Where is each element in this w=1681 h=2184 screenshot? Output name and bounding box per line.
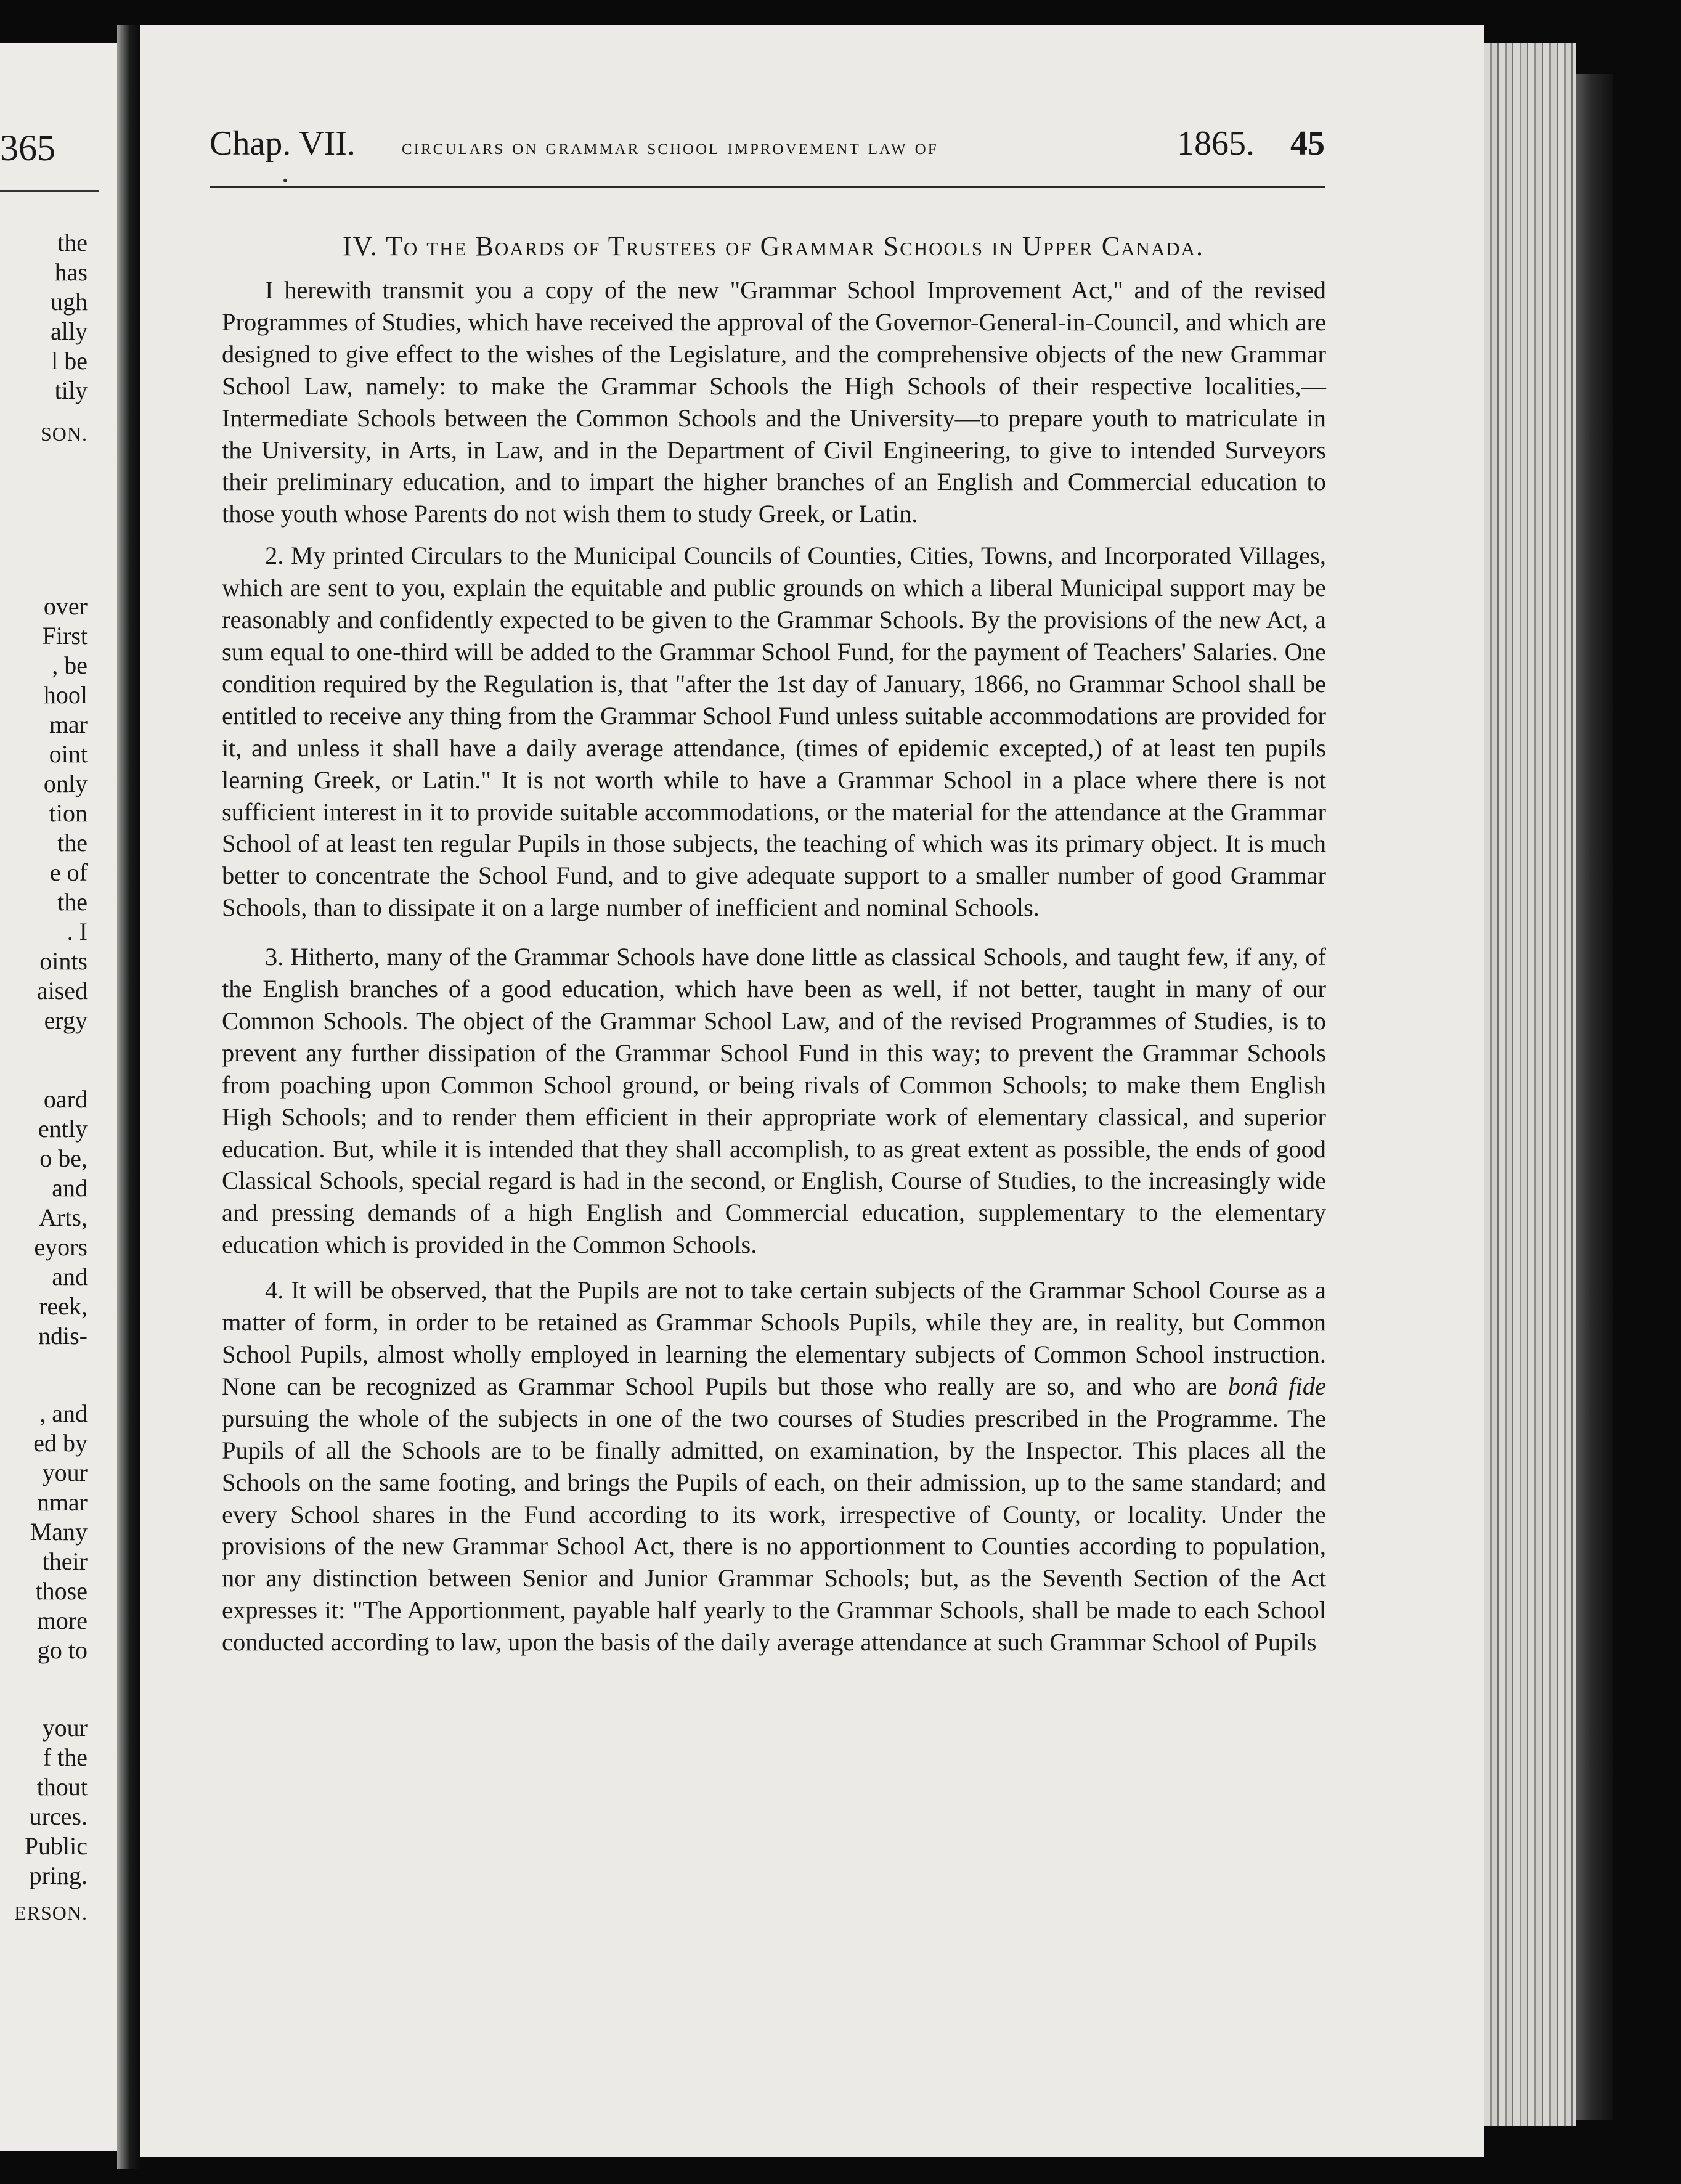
facing-page-line: . I <box>67 918 88 945</box>
facing-page-line: reek, <box>39 1292 88 1320</box>
paragraph-4-italic: bonâ fide <box>1227 1372 1326 1400</box>
facing-page-line: eyors <box>34 1233 88 1261</box>
facing-page-line: and <box>52 1174 88 1202</box>
facing-page-line: hool <box>43 681 88 709</box>
facing-page-line: mar <box>49 711 88 738</box>
facing-page-line: has <box>54 258 88 286</box>
facing-page-line: Arts, <box>39 1204 88 1231</box>
facing-page-line: the <box>57 888 88 916</box>
paragraph-4 <box>222 1274 1326 1658</box>
facing-page-line: Many <box>30 1518 88 1546</box>
facing-page-line: , be <box>52 651 88 679</box>
book-gutter <box>117 25 140 2169</box>
facing-page-line: ally <box>51 317 88 345</box>
paragraph-1: I herewith transmit you a copy of the new "Grammar School Improvement Act," and of the revised Programmes of Studies, which have received the approval of the Governor-General-in-Council, and which are designed to give effect to the wishes of the Legislature, and the comprehensive objects of the new Grammar School Law, namely: to make the Grammar Schools the High Schools of their respective localities,—Intermediate Schools between the Common Schools and the University—to prepare youth to matriculate in the University, in Arts, in Law, and in the Department of Civil Engineering, to give to intended Surveyors their preliminary education, and to impart the higher branches of an English and Commercial education to those youth whose Parents do not wish them to study Greek, or Latin. <box>222 276 1326 528</box>
facing-page-line: ugh <box>51 288 88 316</box>
page-edges <box>1484 43 1576 2126</box>
facing-page-line: ergy <box>44 1006 88 1034</box>
facing-page-line: the <box>57 229 88 256</box>
facing-page-line: f the <box>43 1743 88 1771</box>
facing-page-line: , and <box>39 1400 88 1427</box>
chapter-label: Chap. VII. <box>210 124 356 163</box>
facing-page-line: those <box>35 1577 88 1605</box>
facing-page-line: their <box>42 1547 88 1575</box>
running-title: circulars on grammar school improvement law of <box>402 134 938 159</box>
facing-page-rule <box>0 190 99 192</box>
facing-page-line: urces. <box>29 1803 88 1830</box>
facing-page-line: aised <box>36 977 88 1004</box>
running-title-year: 1865. <box>1177 124 1255 163</box>
facing-page-line: tion <box>49 799 88 827</box>
facing-page-line: more <box>36 1607 88 1634</box>
facing-page-line: ently <box>38 1115 88 1143</box>
facing-page-line: ed by <box>33 1429 88 1457</box>
facing-page-line: tily <box>54 377 88 404</box>
facing-page-line: nmar <box>36 1488 88 1516</box>
facing-page-header: 365 <box>0 128 55 168</box>
body-text <box>222 274 1326 1667</box>
facing-page-line: your <box>42 1714 88 1742</box>
print-speck <box>283 179 287 182</box>
facing-page-line: and <box>52 1263 88 1290</box>
facing-page-fragment <box>0 43 117 2151</box>
paragraph-4-part-1: 4. It will be observed, that the Pupils are not to take certain subjects of the Grammar School Course as a matter of form, in order to be retained as Grammar Schools Pupils, while they are, in reality, but Common School Pupils, almost wholly employed in learning the elementary subjects of Common School instruction. None can be recognized as Grammar School Pupils but those who really are so, and who are <box>222 1276 1326 1400</box>
section-title: IV. To the Boards of Trustees of Grammar Schools in Upper Canada. <box>343 231 1204 261</box>
facing-page-line: o be, <box>39 1144 88 1172</box>
facing-page-line: go to <box>37 1636 88 1664</box>
facing-page-line: ERSON. <box>14 1902 88 1924</box>
running-header <box>210 122 1325 171</box>
facing-page-line: only <box>43 770 88 797</box>
facing-page-line: thout <box>36 1773 88 1801</box>
facing-page-line: the <box>57 829 88 857</box>
facing-page-line: oard <box>43 1085 88 1113</box>
facing-page-line: your <box>42 1459 88 1486</box>
paragraph-3: 3. Hitherto, many of the Grammar Schools have done little as classical Schools, and taught few, if any, of the English branches of a good education, which have been as well, if not better, taught in many of our Common Schools. The object of the Grammar School Law, and of the revised Programmes of Studies, is to prevent any further dissipation of the Grammar School Fund in this way; to prevent the Grammar Schools from poaching upon Common School ground, or being rivals of Common Schools; to make them English High Schools; and to render them efficient in their appropriate work of elementary classical, and superior education. But, while it is intended that they shall accomplish, to as great extent as possible, the ends of good Classical Schools, special regard is had in the second, or English, Course of Studies, to the increasingly wide and pressing demands of a high English and Commercial education, supplementary to the elementary education which is provided in the Common Schools. <box>222 943 1326 1259</box>
page-number: 45 <box>1290 124 1325 163</box>
facing-page-line: oints <box>39 947 88 975</box>
facing-page-line: oint <box>49 740 88 768</box>
paragraph-2: 2. My printed Circulars to the Municipal Councils of Counties, Cities, Towns, and Incorporated Villages, which are sent to you, explain the equitable and public grounds on which a liberal Municipal support may be reasonably and confidently expected to be given to the Grammar Schools. By the provisions of the new Act, a sum equal to one-third will be added to the Grammar School Fund, for the payment of Teachers' Salaries. One condition required by the Regulation is, that "after the 1st day of January, 1866, no Grammar School shall be entitled to receive any thing from the Grammar School Fund unless suitable accommodations are provided for it, and unless it shall have a daily average attendance, (times of epidemic excepted,) of at least ten pupils learning Greek, or Latin." It is not worth while to have a Grammar School in a place where there is not sufficient interest in it to provide suitable accommodations, or the material for the attendance at the Grammar School of at least ten regular Pupils in those subjects, the teaching of which was its primary object. It is much better to concentrate the School Fund, and to give adequate support to a smaller number of good Grammar Schools, than to dissipate it on a large number of inefficient and nominal Schools. <box>222 542 1326 922</box>
facing-page-line: Public <box>24 1832 88 1860</box>
facing-page-line: pring. <box>29 1862 88 1889</box>
facing-page-line: SON. <box>40 423 88 445</box>
facing-page-line: ndis- <box>38 1322 88 1350</box>
paragraph-4-part-2: pursuing the whole of the subjects in one of the two courses of Studies prescribed in the Programme. The Pupils of all the Schools are to be finally admitted, on examination, by the Inspector. This places all the Schools on the same footing, and brings the Pupils of each, on their admission, up to the same standard; and every School shares in the Fund according to its work, irrespective of County, or locality. Under the provisions of the new Grammar School Act, there is no apportionment to Counties according to population, nor any distinction between Senior and Junior Grammar Schools; but, as the Seventh Section of the Act expresses it: "The Apportionment, payable half yearly to the Grammar Schools, shall be made to each School conducted according to law, upon the basis of the daily average attendance at such Grammar School of Pupils <box>222 1404 1326 1656</box>
facing-page-line: First <box>42 622 88 650</box>
facing-page-line: l be <box>51 347 88 375</box>
facing-page-line: over <box>43 592 88 620</box>
facing-page-line: e of <box>49 858 88 886</box>
book-cover-edge <box>1576 74 1613 2120</box>
header-rule <box>210 186 1325 188</box>
